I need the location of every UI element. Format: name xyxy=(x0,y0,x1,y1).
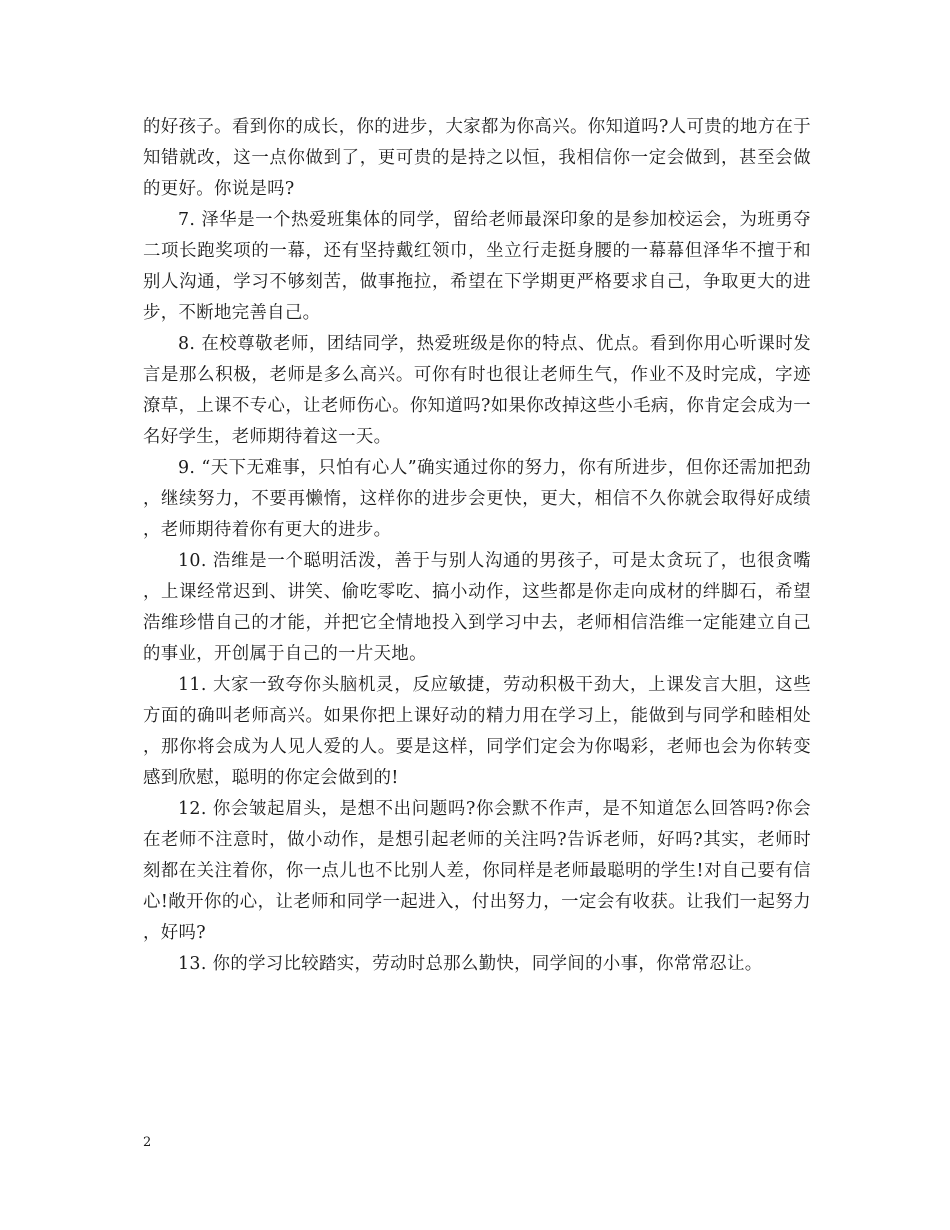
paragraph-comment-12: 12. 你会皱起眉头，是想不出问题吗?你会默不作声，是不知道怎么回答吗?你会在老师不注意时，做小动作，是想引起老师的关注吗?告诉老师，好吗?其实，老师时刻都在关注着你，你一点儿也不比别人差，你同样是老师最聪明的学生!对自己要有信心!敞开你的心，让老师和同学一起进入，付出努力，一定会有收获。让我们一起努力，好吗? xyxy=(143,799,811,943)
paragraph-continued: 的好孩子。看到你的成长，你的进步，大家都为你高兴。你知道吗?人可贵的地方在于知错就改，这一点你做到了，更可贵的是持之以恒，我相信你一定会做到，甚至会做的更好。你说是吗? xyxy=(143,117,811,199)
paragraph-comment-7: 7. 泽华是一个热爱班集体的同学，留给老师最深印象的是参加校运会，为班勇夺二项长跑奖项的一幕，还有坚持戴红领巾，坐立行走挺身腰的一幕幕但泽华不擅于和别人沟通，学习不够刻苦，做事拖拉，希望在下学期更严格要求自己，争取更大的进步，不断地完善自己。 xyxy=(143,210,811,323)
paragraph-comment-8: 8. 在校尊敬老师，团结同学，热爱班级是你的特点、优点。看到你用心听课时发言是那么积极，老师是多么高兴。可你有时也很让老师生气，作业不及时完成，字迹潦草，上课不专心，让老师伤心。你知道吗?如果你改掉这些小毛病，你肯定会成为一名好学生，老师期待着这一天。 xyxy=(143,334,811,447)
page-number: 2 xyxy=(143,1135,152,1150)
paragraph-comment-10: 10. 浩维是一个聪明活泼，善于与别人沟通的男孩子，可是太贪玩了，也很贪嘴，上课经常迟到、讲笑、偷吃零吃、搞小动作，这些都是你走向成材的绊脚石，希望浩维珍惜自己的才能，并把它全情地投入到学习中去，老师相信浩维一定能建立自己的事业，开创属于自己的一片天地。 xyxy=(143,551,811,664)
paragraph-comment-11: 11. 大家一致夸你头脑机灵，反应敏捷，劳动积极干劲大，上课发言大胆，这些方面的确叫老师高兴。如果你把上课好动的精力用在学习上，能做到与同学和睦相处，那你将会成为人见人爱的人。要是这样，同学们定会为你喝彩，老师也会为你转变感到欣慰，聪明的你定会做到的! xyxy=(143,675,811,788)
paragraph-comment-13: 13. 你的学习比较踏实，劳动时总那么勤快，同学间的小事，你常常忍让。 xyxy=(178,954,763,974)
paragraph-comment-9: 9. “天下无难事，只怕有心人”确实通过你的努力，你有所进步，但你还需加把劲，继续努力，不要再懒惰，这样你的进步会更快，更大，相信不久你就会取得好成绩，老师期待着你有更大的进步。 xyxy=(143,458,811,540)
document-body xyxy=(143,112,811,980)
